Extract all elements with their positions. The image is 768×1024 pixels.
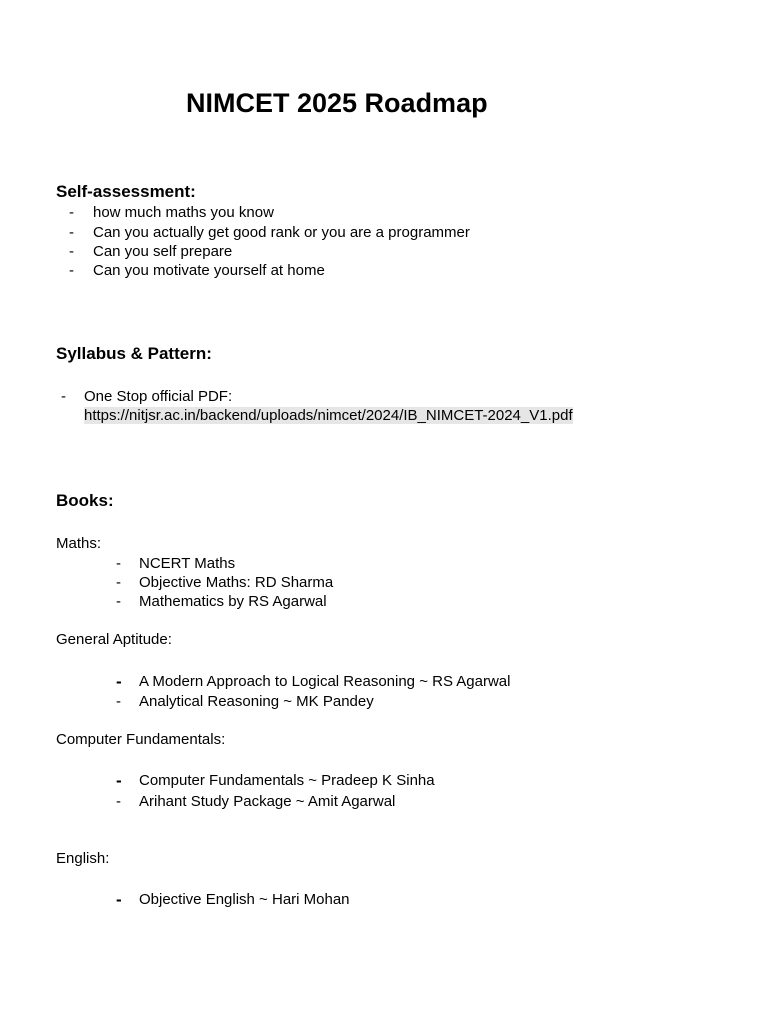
bullet-dash: - (69, 243, 74, 260)
self-assessment-item: Can you motivate yourself at home (93, 262, 325, 279)
book-item: Objective Maths: RD Sharma (139, 574, 334, 591)
bullet-dash: - (116, 555, 121, 572)
bullet-dash: - (69, 224, 74, 241)
bullet-dash: - (116, 574, 121, 591)
book-item: Objective English ~ Hari Mohan (139, 891, 350, 908)
bullet-dash: - (69, 204, 74, 221)
bullet-dash: - (116, 793, 121, 810)
pdf-link[interactable]: https://nitjsr.ac.in/backend/uploads/nimcet/2024/IB_NIMCET-2024_V1.pdf (84, 407, 573, 424)
self-assessment-item: Can you self prepare (93, 243, 233, 260)
bullet-dash: - (116, 890, 122, 909)
syllabus-heading: Syllabus & Pattern: (56, 344, 212, 363)
book-item: A Modern Approach to Logical Reasoning ~ RS Agarwal (139, 673, 511, 690)
english-label: English: (56, 850, 110, 867)
bullet-dash: - (116, 771, 122, 790)
maths-label: Maths: (56, 535, 102, 552)
pdf-label: One Stop official PDF: (84, 388, 233, 405)
book-item: Analytical Reasoning ~ MK Pandey (139, 693, 374, 710)
book-item: Mathematics by RS Agarwal (139, 593, 327, 610)
book-item: NCERT Maths (139, 555, 236, 572)
book-item: Computer Fundamentals ~ Pradeep K Sinha (139, 772, 435, 789)
self-assessment-item: how much maths you know (93, 204, 274, 221)
bullet-dash: - (116, 693, 121, 710)
bullet-dash: - (116, 593, 121, 610)
bullet-dash: - (116, 672, 122, 691)
bullet-dash: - (69, 262, 74, 279)
book-item: Arihant Study Package ~ Amit Agarwal (139, 793, 396, 810)
page-title: NIMCET 2025 Roadmap (186, 88, 488, 118)
books-heading: Books: (56, 491, 114, 510)
bullet-dash: - (61, 388, 66, 405)
self-assessment-heading: Self-assessment: (56, 182, 196, 201)
aptitude-label: General Aptitude: (56, 631, 172, 648)
computer-label: Computer Fundamentals: (56, 731, 226, 748)
self-assessment-item: Can you actually get good rank or you are a programmer (93, 224, 470, 241)
